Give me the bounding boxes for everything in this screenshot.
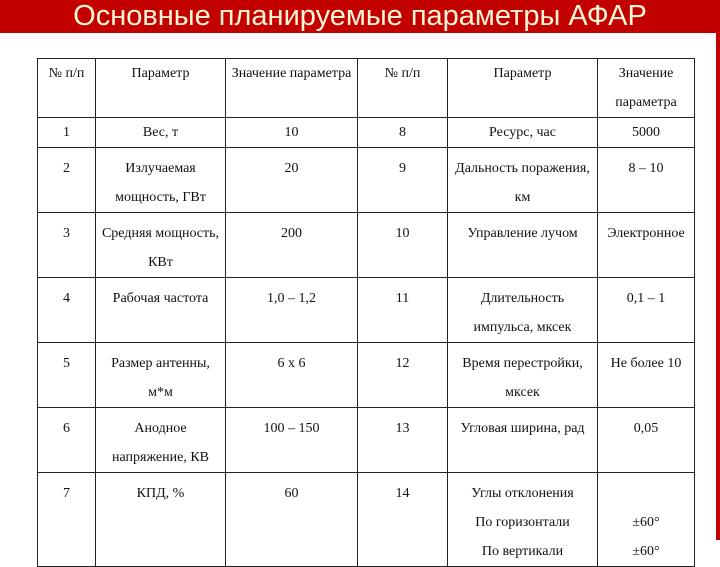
table-row (38, 278, 695, 343)
parameter-value: 200 (226, 213, 358, 278)
parameter-name: Размер антенны, м*м (96, 343, 226, 408)
deflection-angles-label: Углы отклонения (471, 486, 574, 501)
parameter-name: Угловая ширина, рад (448, 408, 598, 473)
parameter-name: Рабочая частота (96, 278, 226, 343)
table-row (38, 408, 695, 473)
row-number: 7 (38, 473, 96, 567)
row-number: 11 (358, 278, 448, 343)
vertical-label: По вертикали (481, 544, 564, 559)
parameter-value: 0,05 (598, 408, 695, 473)
slide-header (0, 0, 720, 33)
parameter-name: Управление лучом (448, 213, 598, 278)
parameter-name: Длительность импульса, мксек (448, 278, 598, 343)
table-row (38, 343, 695, 408)
parameter-name (448, 473, 598, 567)
table-header-row (38, 59, 695, 118)
row-number: 6 (38, 408, 96, 473)
parameter-value: 60 (226, 473, 358, 567)
row-number: 1 (38, 118, 96, 148)
table-row (38, 118, 695, 148)
parameter-value: 10 (226, 118, 358, 148)
table-row (38, 473, 695, 567)
parameter-value: Не более 10 (598, 343, 695, 408)
parameter-value: 0,1 – 1 (598, 278, 695, 343)
side-accent-bar (716, 33, 720, 540)
parameter-name: Дальность поражения, км (448, 148, 598, 213)
row-number: 9 (358, 148, 448, 213)
horizontal-label: По горизонтали (475, 515, 570, 530)
slide-title: Основные планируемые параметры АФАР (73, 0, 647, 32)
parameter-name: Ресурс, час (448, 118, 598, 148)
parameter-value: 6 х 6 (226, 343, 358, 408)
parameter-value: 1,0 – 1,2 (226, 278, 358, 343)
parameter-name: Время перестройки, мксек (448, 343, 598, 408)
column-header: № п/п (358, 59, 448, 118)
row-number: 2 (38, 148, 96, 213)
parameter-name: КПД, % (96, 473, 226, 567)
vertical-value: ±60° (632, 544, 660, 559)
row-number: 10 (358, 213, 448, 278)
parameter-value: Электронное (598, 213, 695, 278)
row-number: 12 (358, 343, 448, 408)
parameter-value: 5000 (598, 118, 695, 148)
deflection-angles-value (601, 479, 691, 508)
row-number: 3 (38, 213, 96, 278)
row-number: 13 (358, 408, 448, 473)
row-number: 5 (38, 343, 96, 408)
parameters-table (37, 58, 695, 567)
table-row (38, 148, 695, 213)
parameter-value: 100 – 150 (226, 408, 358, 473)
parameter-value (598, 473, 695, 567)
horizontal-value: ±60° (632, 515, 660, 530)
column-header: Параметр (96, 59, 226, 118)
parameter-name: Средняя мощность, КВт (96, 213, 226, 278)
parameter-name: Анодное напряжение, КВ (96, 408, 226, 473)
parameter-value: 20 (226, 148, 358, 213)
parameter-value: 8 – 10 (598, 148, 695, 213)
parameter-name: Излучаемая мощность, ГВт (96, 148, 226, 213)
column-header: № п/п (38, 59, 96, 118)
row-number: 4 (38, 278, 96, 343)
column-header: Значение параметра (226, 59, 358, 118)
table-row (38, 213, 695, 278)
column-header: Значение параметра (598, 59, 695, 118)
parameter-name: Вес, т (96, 118, 226, 148)
row-number: 14 (358, 473, 448, 567)
column-header: Параметр (448, 59, 598, 118)
row-number: 8 (358, 118, 448, 148)
